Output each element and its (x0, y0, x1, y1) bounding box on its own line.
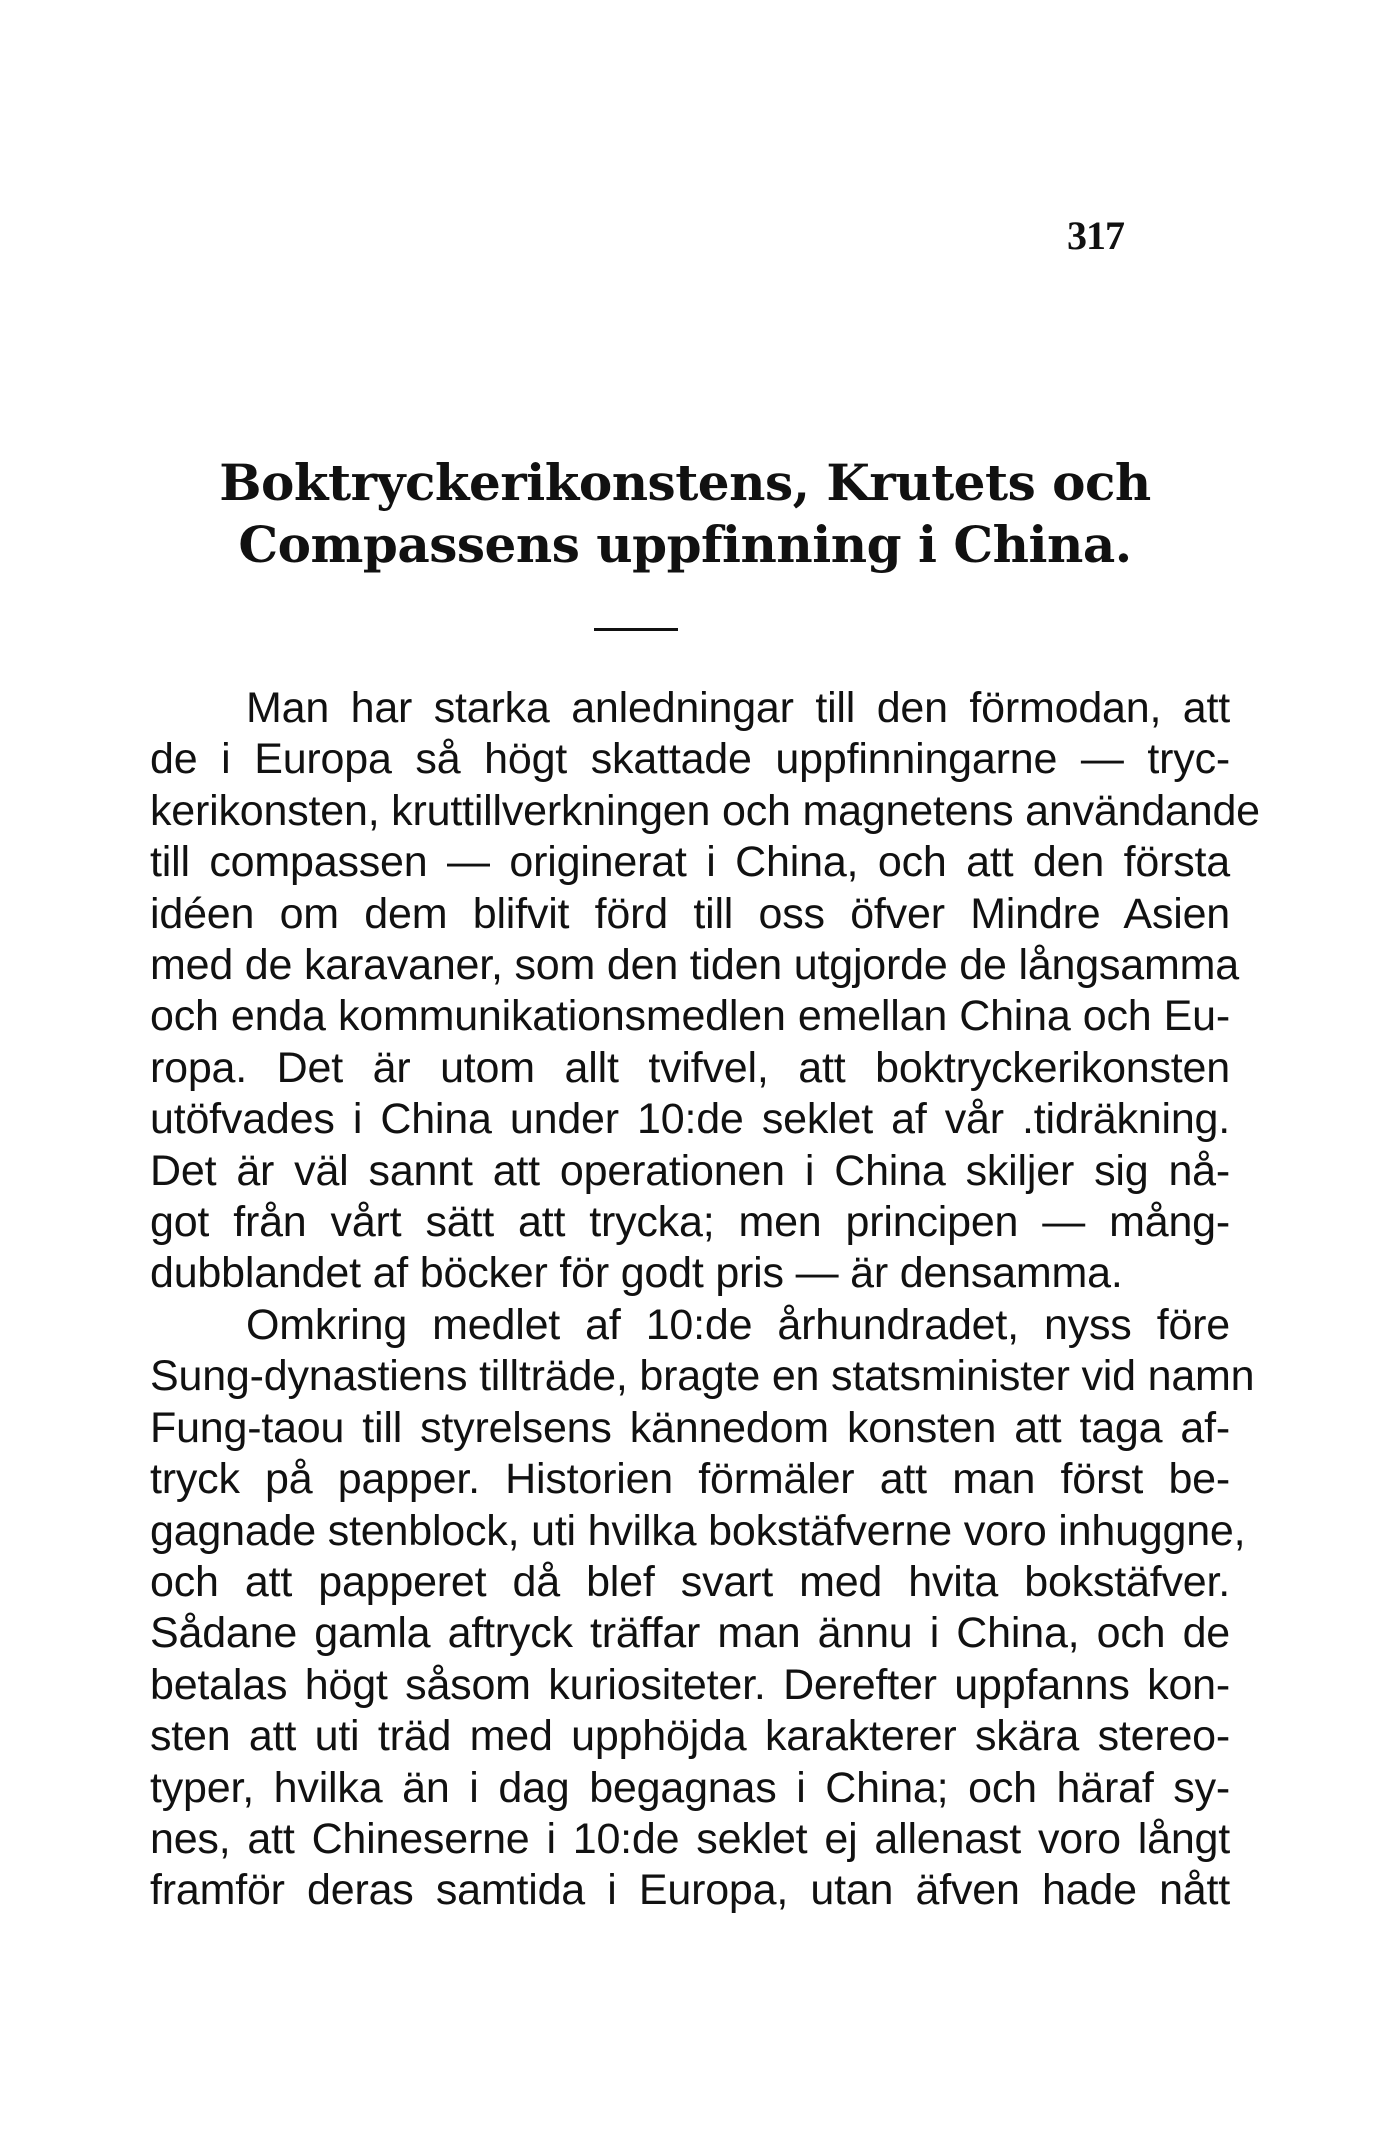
text-line: Det är väl sannt att operationen i China skiljer sig nå- (150, 1146, 1230, 1195)
text-line: betalas högt såsom kuriositeter. Derefter uppfanns kon- (150, 1660, 1230, 1709)
text-line: idéen om dem blifvit förd till oss öfver Mindre Asien (150, 889, 1230, 938)
chapter-title-line-2: Compassens uppfinning i China. (238, 515, 1132, 574)
text-line: typer, hvilka än i dag begagnas i China; och häraf sy- (150, 1763, 1230, 1812)
body-text (150, 683, 1260, 1917)
text-line: med de karavaner, som den tiden utgjorde de långsamma (150, 941, 1239, 990)
text-line: Man har starka anledningar till den förmodan, att (246, 684, 1230, 732)
text-line: och enda kommunikationsmedlen emellan China och Eu- (150, 992, 1230, 1041)
text-line: dubblandet af böcker för godt pris — är densamma. (150, 1249, 1123, 1298)
text-line: framför deras samtida i Europa, utan äfven hade nått (150, 1866, 1230, 1915)
text-line: gagnade stenblock, uti hvilka bokstäfverne voro inhuggne, (150, 1506, 1246, 1555)
text-line: och att papperet då blef svart med hvita bokstäfver. (150, 1557, 1230, 1606)
text-line: got från vårt sätt att trycka; men principen — mång- (150, 1198, 1230, 1247)
chapter-title (150, 452, 1220, 576)
chapter-title-line-1: Boktryckerikonstens, Krutets och (219, 453, 1151, 512)
page-number: 317 (1067, 213, 1124, 258)
text-line: Sådane gamla aftryck träffar man ännu i China, och de (150, 1609, 1230, 1658)
text-line: Sung-dynastiens tillträde, bragte en statsminister vid namn (150, 1352, 1255, 1401)
text-line: Fung-taou till styrelsens kännedom konsten att taga af- (150, 1403, 1230, 1452)
text-line: Omkring medlet af 10:de århundradet, nyss före (246, 1300, 1230, 1349)
text-line: till compassen — originerat i China, och att den första (150, 838, 1230, 887)
text-line: kerikonsten, kruttillverkningen och magnetens användande (150, 786, 1260, 835)
text-line: sten att uti träd med upphöjda karakterer skära stereo- (150, 1712, 1230, 1761)
text-line: de i Europa så högt skattade uppfinningarne — tryc- (150, 735, 1230, 784)
text-line: nes, att Chineserne i 10:de seklet ej allenast voro långt (150, 1814, 1230, 1863)
text-line: tryck på papper. Historien förmäler att man först be- (150, 1455, 1230, 1504)
text-line: ropa. Det är utom allt tvifvel, att boktryckerikonsten (150, 1043, 1230, 1092)
title-divider (594, 628, 678, 631)
text-line: utöfvades i China under 10:de seklet af vår .tidräkning. (150, 1095, 1230, 1144)
